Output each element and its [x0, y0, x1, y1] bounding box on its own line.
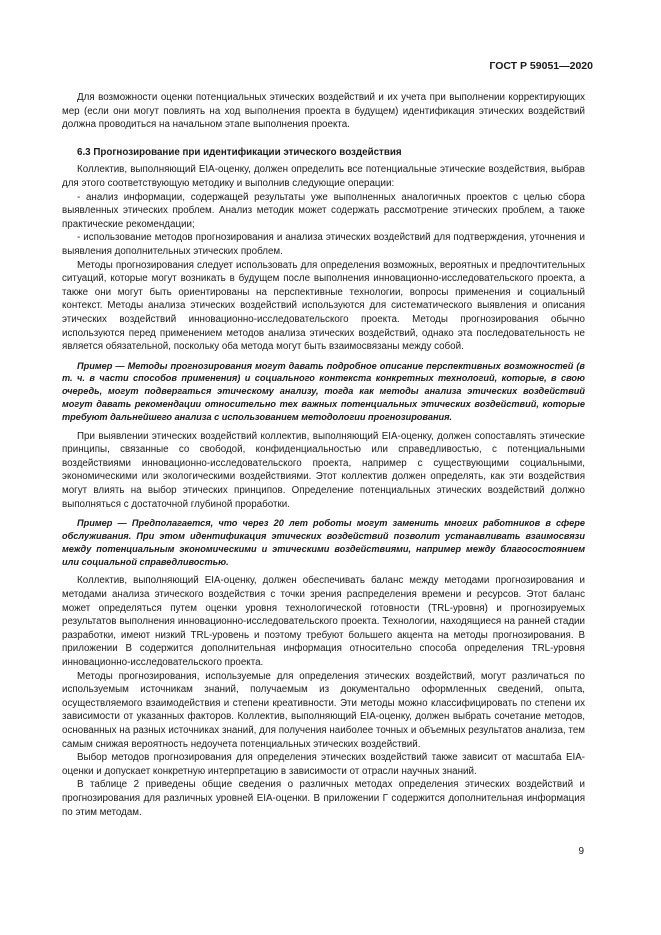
section-heading: 6.3 Прогнозирование при идентификации этического воздействия	[77, 146, 402, 158]
list-item-1: - анализ информации, содержащей результаты уже выполненных аналогичных проектов с целью сбора выявленных этических проблем. Анализ методик может содержать рассмотрение этических проблем, а также практические рекомендации;	[62, 191, 585, 230]
paragraph-4: Коллектив, выполняющий EIA-оценку, должен обеспечивать баланс между методами прогнозирования и методами анализа этического воздействия с точки зрения распределения времени и ресурсов. Этот баланс может определяться путем оценки уровня технологической готовности (TRL-уровня) и прогнозируемых результатов выполнения инновационно-исследовательского проекта. Технологии, находящиеся на ранней стадии разработки, имеют низкий TRL-уровень и поэтому требуют большего акцента на методы прогнозирования. В приложении В содержится дополнительная информация относительно способа определения TRL-уровня инновационно-исследовательского проекта.	[62, 575, 585, 668]
paragraph-6: Выбор методов прогнозирования для определения этических воздействий также зависит от масштаба EIA-оценки и допускает конкретную интерпретацию в зависимости от отрасли научных знаний.	[62, 752, 585, 777]
example-1: Пример — Методы прогнозирования могут давать подробное описание перспективных возможностей (в т. ч. в части способов применения) и социального контекста конкретных технологий, которые, в свою очередь, могут подвергаться этическому анализу, тогда как методы анализа этических воздействий могут давать рекомендации относительно тех важных потенциальных этических воздействий, которые требуют дальнейшего анализа с использованием методологии прогнозирования.	[62, 360, 585, 422]
intro-paragraph: Для возможности оценки потенциальных этических воздействий и их учета при выполнении корректирующих мер (если они могут повлиять на ход выполнения проекта в будущем) идентификация этических воздействий должна проводиться на начальном этапе выполнения проекта.	[62, 92, 585, 131]
document-code: ГОСТ Р 59051—2020	[489, 60, 593, 72]
paragraph-3: При выявлении этических воздействий коллектив, выполняющий EIA-оценку, должен сопоставлять этические принципы, связанные со свободой, конфиденциальностью или справедливостью, с потенциальными воздействиями инновационно-исследовательского проекта, например с существующими социальными, экономическими или экологическими воздействиями. Этот коллектив должен определять, как эти воздействия могут влиять на выбор этических принципов. Определение потенциальных этических воздействий должно выполняться с достаточной глубиной проработки.	[62, 430, 585, 510]
example-2: Пример — Предполагается, что через 20 лет роботы могут заменить многих работников в сфере обслуживания. При этом идентификация этических воздействий позволит устанавливать взаимосвязи между потенциальным экономическими и этическими воздействиями, например между благосостоянием или социальной справедливостью.	[62, 518, 585, 567]
page-body	[62, 91, 585, 819]
paragraph-5: Методы прогнозирования, используемые для определения этических воздействий, могут различаться по используемым источникам знаний, получаемым из документально оформленных сведений, опыта, осуществляемого взаимодействия и степени креативности. Эти методы можно классифицировать по степени их зависимости от указанных факторов. Коллектив, выполняющий EIA-оценку, должен выбрать сочетание методов, основанных на разных источниках знаний, для получения наиболее точных и объемных результатов анализа, тем самым снижая вероятность недоучета потенциальных этических воздействий.	[62, 670, 585, 750]
list-item-2: - использование методов прогнозирования и анализа этических воздействий для подтверждения, уточнения и выявления дополнительных этических проблем.	[62, 232, 585, 257]
paragraph-1: Коллектив, выполняющий EIA-оценку, должен определить все потенциальные этические воздействия, выбрав для этого соответствующую методику и выполнив следующие операции:	[62, 164, 585, 189]
paragraph-7: В таблице 2 приведены общие сведения о различных методах определения этических воздействий и прогнозирования для различных уровней EIA-оценки. В приложении Г содержится дополнительная информация по этим методам.	[62, 779, 585, 818]
page-number: 9	[578, 846, 584, 857]
paragraph-2: Методы прогнозирования следует использовать для определения возможных, вероятных и предпочтительных ситуаций, которые могут возникать в будущем после выполнения инновационно-исследовательского проекта, а также они могут быть ориентированы на перспективные технологии, вопросы применения и социальный контекст. Методы анализа этических воздействий используются для систематического выявления и описания этических воздействий инновационно-исследовательского проекта. Методы прогнозирования обычно используются перед применением методов анализа этических воздействий, однако эта последовательность не является обязательной, поскольку оба метода могут быть взаимосвязаны между собой.	[62, 259, 585, 353]
